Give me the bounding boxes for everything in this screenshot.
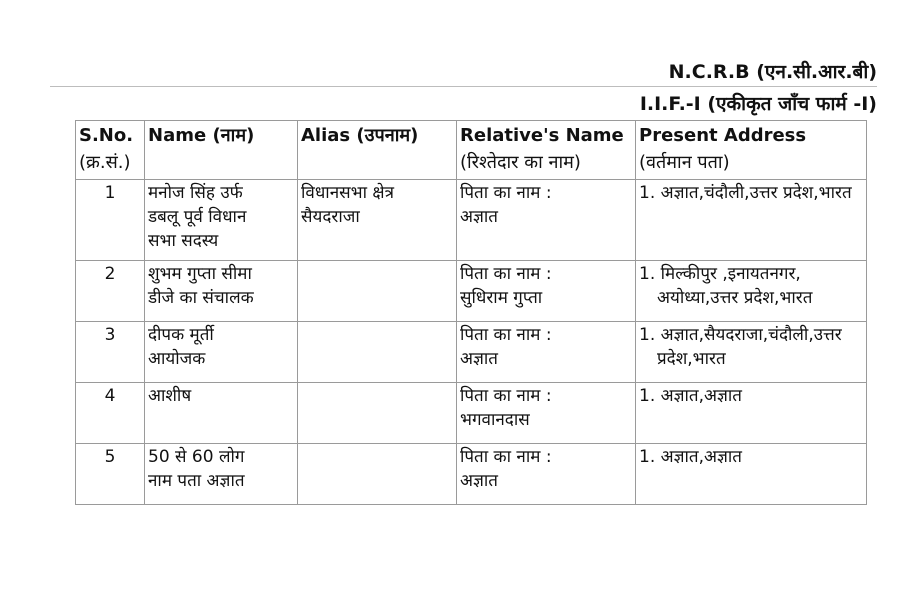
alias-line: विधानसभा क्षेत्र: [301, 183, 394, 203]
relative-line: पिता का नाम :: [460, 325, 552, 345]
relative-line: भगवानदास: [460, 410, 530, 430]
address-line: 1. मिल्कीपुर ,इनायतनगर,: [639, 264, 801, 284]
name-line: दीपक मूर्ती: [148, 325, 214, 345]
header-divider: [50, 86, 877, 87]
name-line: 50 से 60 लोग: [148, 447, 245, 467]
relative-line: अज्ञात: [460, 207, 498, 227]
sno-cell: 3: [76, 322, 145, 383]
address-line: प्रदेश,भारत: [657, 349, 726, 369]
relative-cell: [457, 180, 636, 261]
alias-cell: [298, 444, 457, 505]
sno-cell: 2: [76, 261, 145, 322]
table-header-row: [76, 121, 867, 180]
alias-line: सैयदराजा: [301, 207, 360, 227]
address-cell: [636, 383, 867, 444]
accused-table: [75, 120, 867, 505]
relative-line: पिता का नाम :: [460, 386, 552, 406]
relative-cell: [457, 383, 636, 444]
name-cell: [145, 383, 298, 444]
column-header-address: [636, 121, 867, 180]
table-row: [76, 322, 867, 383]
table-row: [76, 444, 867, 505]
name-line: नाम पता अज्ञात: [148, 471, 245, 491]
column-header-relative: [457, 121, 636, 180]
address-line: अयोध्या,उत्तर प्रदेश,भारत: [657, 288, 813, 308]
name-line: डबलू पूर्व विधान: [148, 207, 247, 227]
address-cell: [636, 261, 867, 322]
column-header-sno: [76, 121, 145, 180]
address-cell: [636, 322, 867, 383]
column-header-sublabel: (रिश्तेदार का नाम): [460, 152, 581, 173]
column-header-label: Present Address: [639, 125, 807, 146]
address-line: 1. अज्ञात,अज्ञात: [639, 447, 742, 467]
ncrb-heading: N.C.R.B (एन.सी.आर.बी): [668, 61, 877, 83]
relative-line: सुधिराम गुप्ता: [460, 288, 543, 308]
name-cell: [145, 261, 298, 322]
relative-line: अज्ञात: [460, 349, 498, 369]
sno-cell: 1: [76, 180, 145, 261]
name-line: शुभम गुप्ता सीमा: [148, 264, 252, 284]
address-cell: [636, 444, 867, 505]
sno-cell: 5: [76, 444, 145, 505]
alias-cell: [298, 180, 457, 261]
column-header-label: S.No.: [79, 125, 134, 146]
table-row: [76, 383, 867, 444]
relative-cell: [457, 444, 636, 505]
sno-cell: 4: [76, 383, 145, 444]
relative-cell: [457, 261, 636, 322]
name-line: आशीष: [148, 386, 192, 406]
name-line: मनोज सिंह उर्फ: [148, 183, 243, 203]
column-header-label: Relative's Name: [460, 125, 624, 146]
name-line: आयोजक: [148, 349, 206, 369]
address-cell: [636, 180, 867, 261]
column-header-sublabel: (वर्तमान पता): [639, 152, 730, 173]
address-line: 1. अज्ञात,सैयदराजा,चंदौली,उत्तर: [639, 325, 842, 345]
relative-line: पिता का नाम :: [460, 183, 552, 203]
column-header-alias: [298, 121, 457, 180]
column-header-sublabel: (क्र.सं.): [79, 152, 131, 173]
name-cell: [145, 444, 298, 505]
alias-cell: [298, 383, 457, 444]
relative-cell: [457, 322, 636, 383]
relative-line: अज्ञात: [460, 471, 498, 491]
alias-cell: [298, 322, 457, 383]
relative-line: पिता का नाम :: [460, 264, 552, 284]
relative-line: पिता का नाम :: [460, 447, 552, 467]
name-cell: [145, 180, 298, 261]
column-header-label: Alias (उपनाम): [301, 125, 419, 146]
table-row: [76, 261, 867, 322]
name-line: सभा सदस्य: [148, 231, 219, 251]
name-cell: [145, 322, 298, 383]
column-header-label: Name (नाम): [148, 125, 255, 146]
table-row: [76, 180, 867, 261]
column-header-name: [145, 121, 298, 180]
alias-cell: [298, 261, 457, 322]
form-heading: I.I.F.-I (एकीकृत जाँच फार्म -I): [639, 93, 877, 115]
address-line: 1. अज्ञात,चंदौली,उत्तर प्रदेश,भारत: [639, 183, 852, 203]
address-line: 1. अज्ञात,अज्ञात: [639, 386, 742, 406]
name-line: डीजे का संचालक: [148, 288, 254, 308]
